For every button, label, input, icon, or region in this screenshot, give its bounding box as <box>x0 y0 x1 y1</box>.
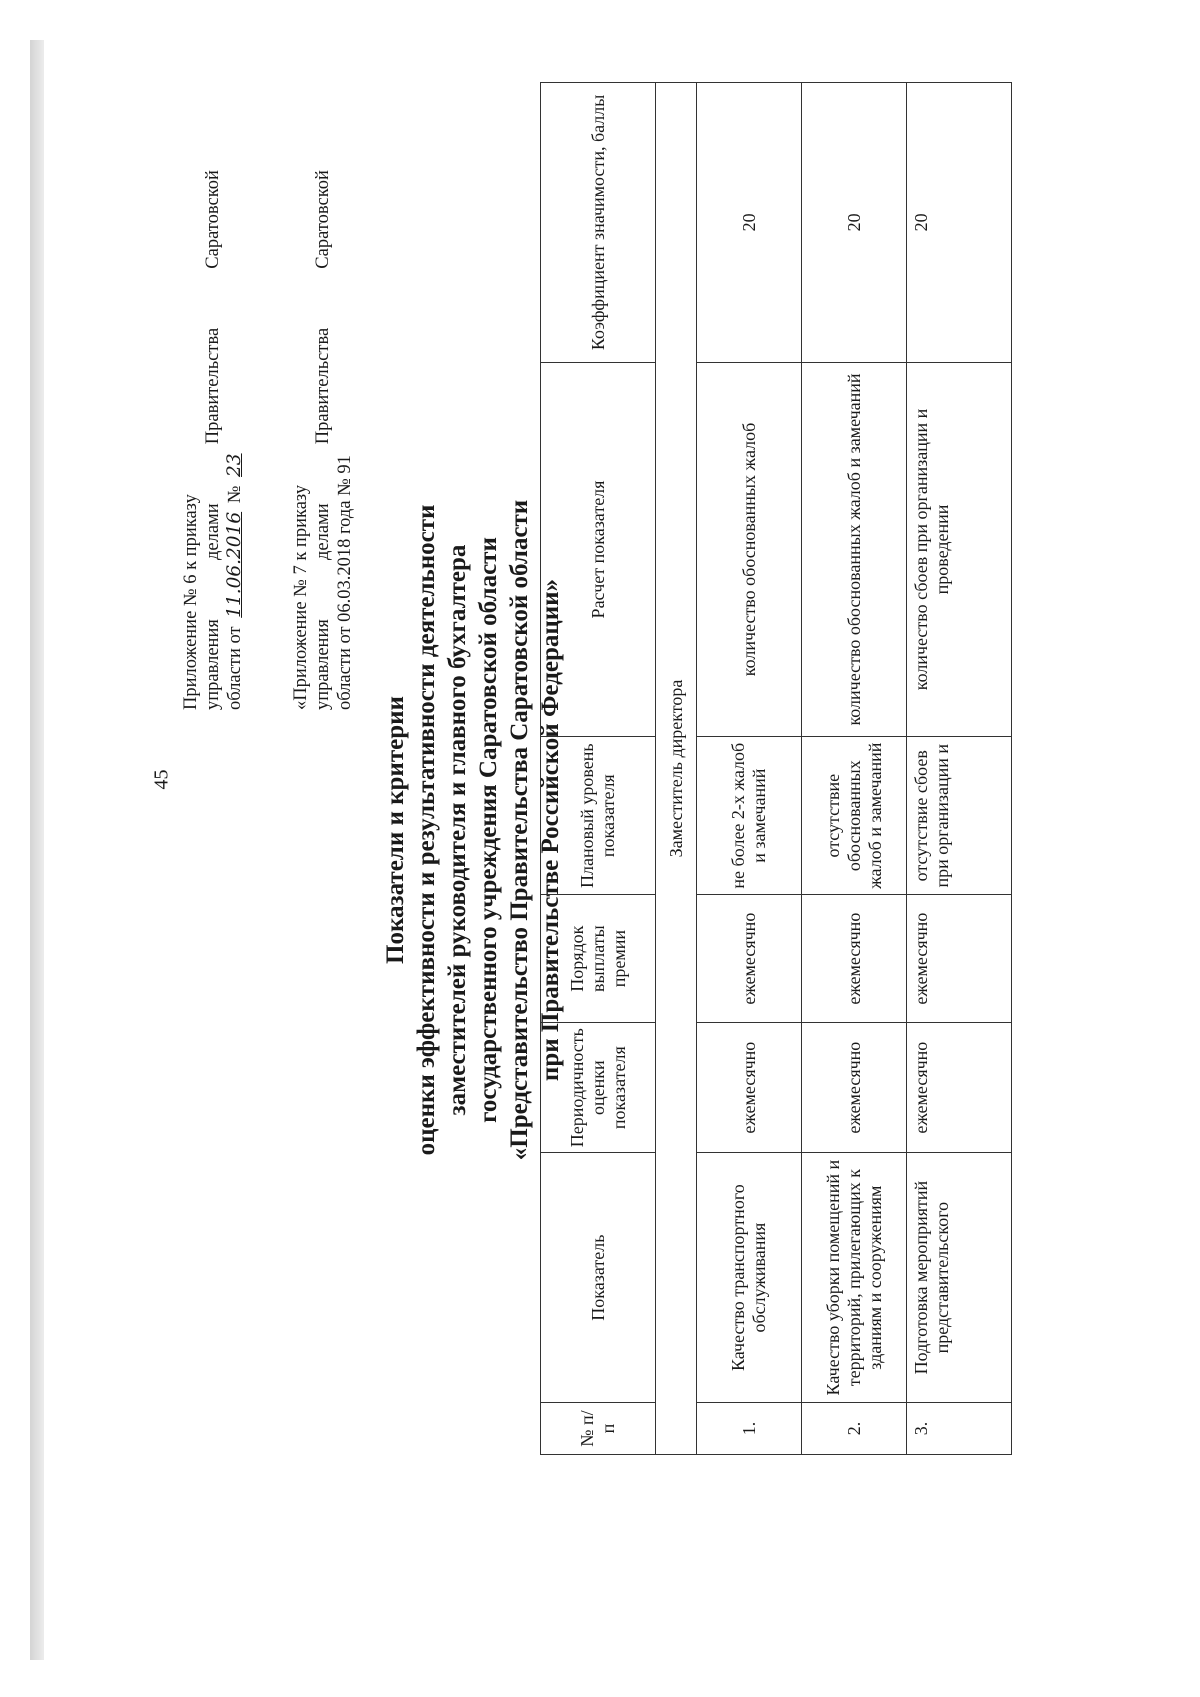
appendix-word: управления <box>203 619 223 710</box>
appendix-header-current <box>180 170 246 710</box>
cell-periodicity: ежемесячно <box>697 1023 802 1153</box>
title-line: государственного учреждения Саратовской области <box>475 537 502 1123</box>
header-indicator: Показатель <box>541 1153 656 1403</box>
appendix-line-3 <box>224 170 246 710</box>
handwritten-date: 11.06.2016 <box>224 511 245 618</box>
cell-periodicity: ежемесячно <box>802 1023 907 1153</box>
appendix-word: делами <box>313 503 333 561</box>
title-line: при Правительстве Российской Федерации» <box>537 578 564 1082</box>
rotated-landscape-content <box>70 90 1050 1570</box>
appendix-line-1: Приложение № 6 к приказу <box>181 494 201 710</box>
cell-indicator: Подготовка мероприятий представительского <box>907 1153 1012 1403</box>
scan-edge-shadow <box>30 40 44 1660</box>
appendix-word: Саратовской <box>313 170 333 269</box>
header-payment: Порядок выплаты премии <box>541 895 656 1023</box>
appendix-word: Правительства <box>313 327 333 445</box>
cell-payment: ежемесячно <box>907 895 1012 1023</box>
table-row <box>802 83 907 1455</box>
appendix-word: Саратовской <box>203 170 223 269</box>
header-coef: Коэффициент значимости, баллы <box>541 83 656 363</box>
cell-coef: 20 <box>907 83 1012 363</box>
title-line: Показатели и критерии <box>382 696 409 964</box>
appendix-number-label: № <box>225 485 245 504</box>
cell-payment: ежемесячно <box>697 895 802 1023</box>
cell-periodicity: ежемесячно <box>907 1023 1012 1153</box>
appendix-word: делами <box>203 503 223 561</box>
section-label: Заместитель директора <box>656 83 697 1455</box>
section-row <box>656 83 697 1455</box>
title-line: «Представительство Правительства Саратовской области <box>506 499 533 1161</box>
table-row <box>907 83 1012 1455</box>
cell-indicator: Качество транспортного обслуживания <box>697 1153 802 1403</box>
cell-coef: 20 <box>697 83 802 363</box>
appendix-prev-line-2 <box>312 170 334 710</box>
header-plan: Плановый уровень показателя <box>541 737 656 895</box>
header-num: № п/п <box>541 1403 656 1455</box>
cell-plan: отсутствие обоснованных жалоб и замечаний <box>802 737 907 895</box>
document-title <box>380 90 566 1570</box>
cell-payment: ежемесячно <box>802 895 907 1023</box>
appendix-prev-line-3: области от 06.03.2018 года № 91 <box>335 455 355 710</box>
cell-num: 2. <box>802 1403 907 1455</box>
handwritten-number: 23 <box>224 453 245 477</box>
cell-calc: количество обоснованных жалоб <box>697 362 802 737</box>
cell-calc: количество обоснованных жалоб и замечаний <box>802 362 907 737</box>
cell-indicator: Качество уборки помещений и территорий, прилегающих к зданиям и сооружениям <box>802 1153 907 1403</box>
appendix-header-previous <box>290 170 356 710</box>
cell-num: 3. <box>907 1403 1012 1455</box>
header-calc: Расчет показателя <box>541 362 656 737</box>
appendix-line-2 <box>202 170 224 710</box>
cell-plan: отсутствие сбоев при организации и <box>907 737 1012 895</box>
table-header-row <box>541 83 656 1455</box>
cell-plan: не более 2-х жалоб и замечаний <box>697 737 802 895</box>
cell-num: 1. <box>697 1403 802 1455</box>
cell-calc: количество сбоев при организации и проведении <box>907 362 1012 737</box>
appendix-word: Правительства <box>203 327 223 445</box>
title-line: оценки эффективности и результативности деятельности <box>413 504 440 1156</box>
page-number: 45 <box>150 769 173 790</box>
title-line: заместителей руководителя и главного бухгалтера <box>444 544 471 1116</box>
appendix-prev-line-1: «Приложение № 7 к приказу <box>291 484 311 710</box>
table-row <box>697 83 802 1455</box>
appendix-word: управления <box>313 619 333 710</box>
criteria-table <box>540 82 1012 1455</box>
cell-coef: 20 <box>802 83 907 363</box>
appendix-date-label: области от <box>225 626 245 710</box>
header-periodicity: Периодичность оценки показателя <box>541 1023 656 1153</box>
